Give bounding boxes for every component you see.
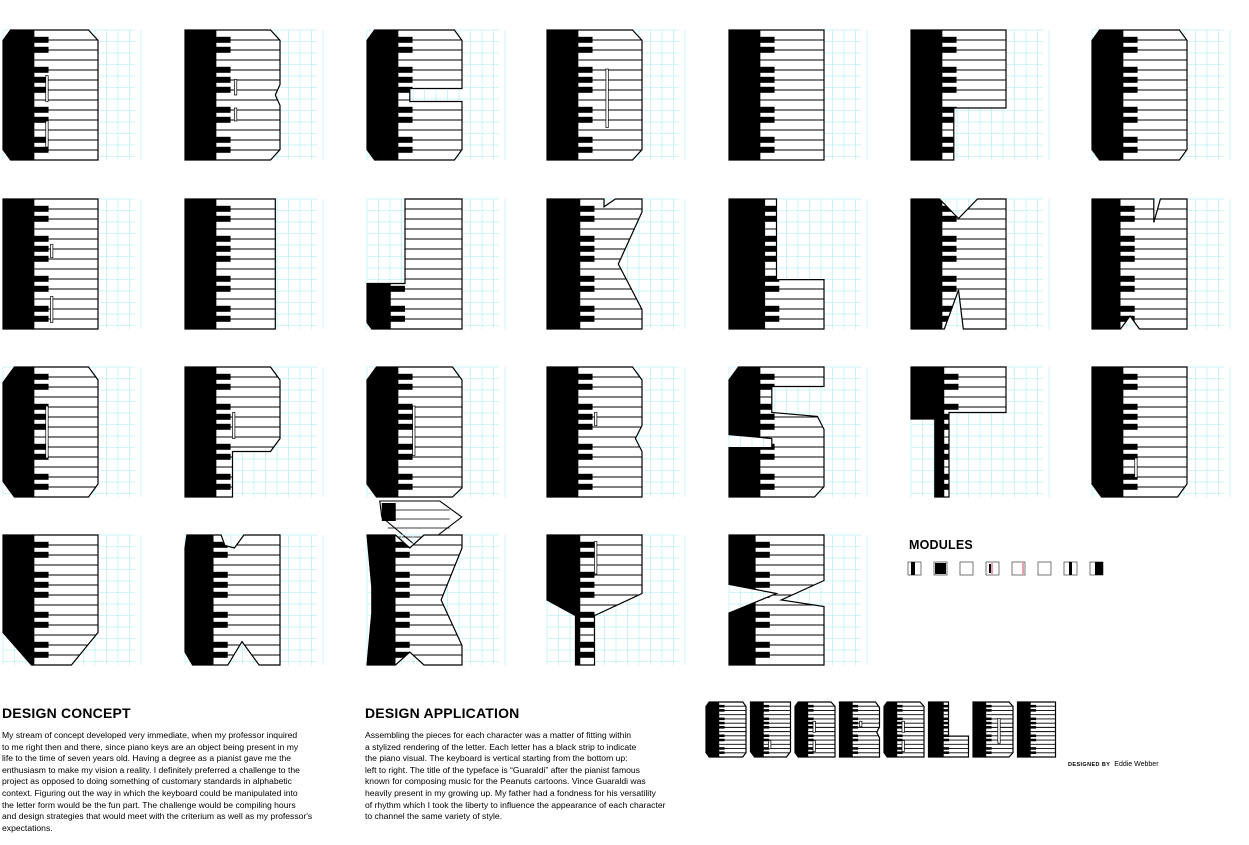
modules-title: MODULES (909, 538, 973, 552)
wordmark-letter-i (1018, 702, 1058, 757)
glyph-a (795, 702, 835, 757)
glyph-r (840, 702, 880, 757)
design-concept-title: DESIGN CONCEPT (2, 705, 131, 721)
glyph-n (1092, 199, 1230, 329)
glyph-q (367, 367, 505, 549)
designer-credit (1068, 761, 1159, 768)
glyph-c (367, 30, 505, 160)
glyph-t (911, 367, 1049, 497)
glyph-z (729, 535, 867, 665)
module-key-pair-pink (986, 562, 999, 575)
glyph-i (1018, 702, 1058, 757)
wordmark-letter-a (884, 702, 924, 757)
glyph-v (3, 535, 141, 665)
module-center-strip (1064, 562, 1077, 575)
glyph-g (1092, 30, 1230, 160)
guaraldi-wordmark (706, 702, 1058, 757)
glyph-u (751, 702, 791, 757)
design-concept-text: My stream of concept developed very immediate, when my professor inquired to me right then and there, since piano keys are an object being present in my life to the time of seven years old. Having a degree as a pianist gave me the enthusiasm to make my vision a reality. I definitely preferred a challenge to the project as opposed to doing something of customary standards in alphabetic context. Figuring out the way in which the keyboard could be manipulated into the letter form would be the fun part. The challenge would be compiling hours and design strategies that would meet with the criterium as well as my professor's expectations. (2, 730, 313, 833)
glyph-a (884, 702, 924, 757)
module-strip-white-key (908, 562, 921, 575)
glyph-y (547, 535, 685, 665)
module-black-square (934, 562, 947, 575)
glyph-j (367, 199, 505, 329)
glyph-l (929, 702, 969, 757)
module-white-square-small (1038, 562, 1051, 575)
glyph-w (185, 535, 323, 665)
wordmark-letter-l (929, 702, 969, 757)
credit-name: Eddie Webber (1114, 761, 1159, 768)
glyph-h (3, 199, 141, 329)
wordmark-letter-r (840, 702, 880, 757)
glyph-d (547, 30, 685, 160)
glyph-s (729, 367, 867, 497)
module-half-black (1090, 562, 1103, 575)
glyph-e (729, 30, 867, 160)
glyph-p (185, 367, 323, 497)
glyph-r (547, 367, 685, 497)
glyph-x (367, 535, 505, 665)
design-application-text: Assembling the pieces for each character was a matter of fitting within a stylized rendering of the letter. Each letter has a black strip to indicate the piano visual. The keyboard is vertical starting from the bottom up: left to right. The title of the typeface is “Guaraldi” after the pianist famous known for composing music for the Peanuts cartoons. Vince Guaraldi was heavily present in my growing up. My father had a fondness for his versatility of rhythm which I took the liberty to influence the appearance of each character to channel the same variety of style. (365, 730, 666, 822)
design-application-title: DESIGN APPLICATION (365, 705, 520, 721)
glyph-b (185, 30, 323, 160)
glyph-a (3, 30, 141, 160)
wordmark-letter-a (795, 702, 835, 757)
glyph-f (911, 30, 1049, 160)
wordmark-letter-d (973, 702, 1013, 757)
glyph-l (729, 199, 867, 329)
modules-row (908, 562, 1103, 575)
glyph-i (185, 199, 323, 329)
glyph-d (973, 702, 1013, 757)
wordmark-letter-u (751, 702, 791, 757)
glyph-o (3, 367, 141, 497)
glyph-m (911, 199, 1049, 329)
module-white-square (960, 562, 973, 575)
glyph-k (547, 199, 685, 329)
glyph-u (1092, 367, 1230, 497)
credit-label: DESIGNED BY (1068, 762, 1111, 768)
module-white-key-pink (1012, 562, 1025, 575)
